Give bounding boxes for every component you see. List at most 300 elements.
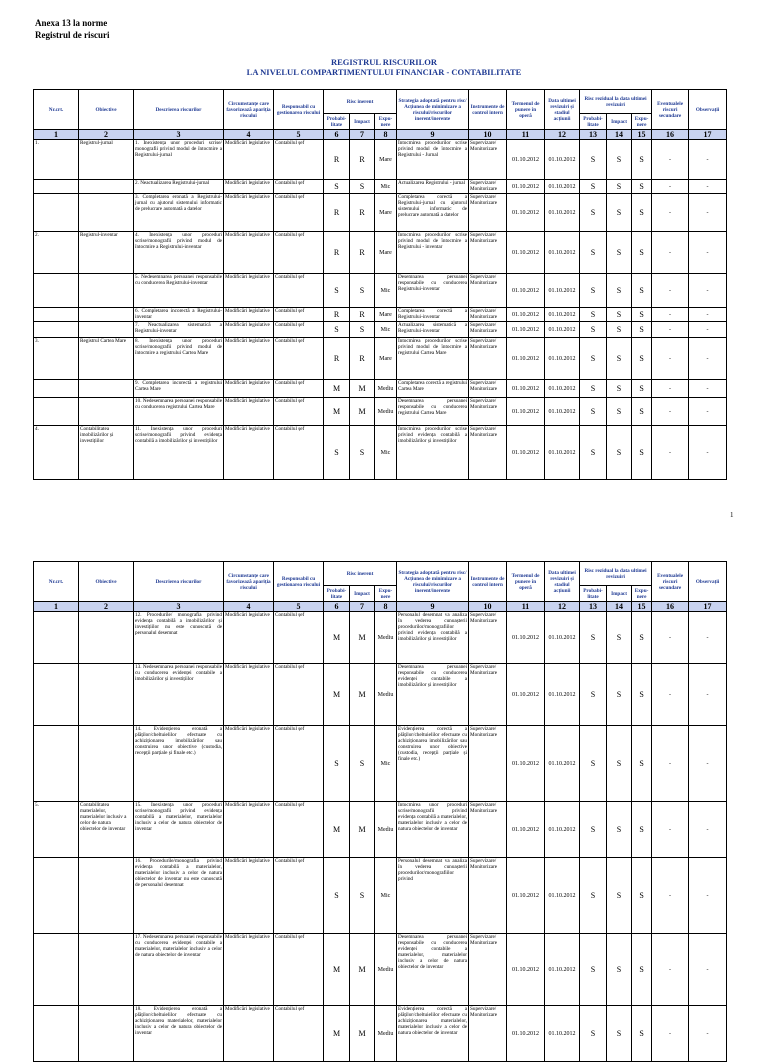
row-secondary-risk: - — [652, 426, 689, 480]
column-number: 14 — [607, 602, 632, 612]
row-secondary-risk: - — [652, 232, 689, 274]
row-exposure: Mare — [375, 338, 397, 380]
page-number: 1 — [730, 511, 734, 519]
row-observation: - — [689, 934, 727, 1006]
column-number: 12 — [545, 602, 580, 612]
row-probability: S — [324, 274, 350, 308]
row-number: 3. — [34, 338, 79, 380]
row-probability: S — [324, 322, 350, 338]
row-residual-exposure: S — [632, 322, 652, 338]
row-residual-impact: S — [607, 194, 632, 232]
row-description: 12. Procedurile/ monografia privind evidența contabilă a imobilizărilor și investițiilor nu este cunoscută de personalul desemnat — [134, 612, 224, 664]
row-deadline: 01.10.2012 — [507, 726, 545, 802]
row-responsible: Contabilul șef — [274, 726, 324, 802]
row-residual-exposure: S — [632, 308, 652, 322]
row-impact: R — [350, 140, 375, 180]
row-residual-exposure: S — [632, 398, 652, 426]
row-observation: - — [689, 140, 727, 180]
row-responsible: Contabilul șef — [274, 934, 324, 1006]
row-description: 11. Inexistența unor proceduri scrise/monografii privind evidența contabilă a imobilizărilor și investițiilor — [134, 426, 224, 480]
table-row — [34, 380, 727, 398]
row-observation: - — [689, 308, 727, 322]
row-residual-impact: S — [607, 664, 632, 726]
row-responsible: Contabilul șef — [274, 426, 324, 480]
row-objective — [79, 274, 134, 308]
row-strategy: Personalul desemnat va analiza în vederea cunoașterii procedurilor/monografiilor privind — [397, 858, 469, 934]
row-strategy: Evidențierea corectă a plăților/cheltuielilor efectuate cu achiziționarea materialelor, materialelor inclusiv a celor de natura obiectelor de inventar — [397, 1006, 469, 1062]
row-residual-impact: S — [607, 858, 632, 934]
row-instruments: Supervizare/ Monitorizare — [469, 274, 507, 308]
row-last-review: 01.10.2012 — [545, 180, 580, 194]
row-number — [34, 726, 79, 802]
row-circumstances: Modificări legislative — [224, 426, 274, 480]
row-residual-probability: S — [580, 180, 607, 194]
row-exposure: Mic — [375, 426, 397, 480]
column-number: 6 — [324, 602, 350, 612]
row-residual-probability: S — [580, 338, 607, 380]
row-circumstances: Modificări legislative — [224, 180, 274, 194]
row-description: 4. Inexistența unor proceduri scrise/monografii privind modul de întocmire a Registrului-inventar — [134, 232, 224, 274]
row-number: 4. — [34, 426, 79, 480]
table-row — [34, 1006, 727, 1062]
row-secondary-risk: - — [652, 322, 689, 338]
row-residual-exposure: S — [632, 1006, 652, 1062]
row-impact: M — [350, 934, 375, 1006]
row-responsible: Contabilul șef — [274, 398, 324, 426]
row-circumstances: Modificări legislative — [224, 274, 274, 308]
row-objective: Registrul-inventar — [79, 232, 134, 274]
col-deadline: Termenul de punere în operă — [507, 90, 545, 130]
table-row — [34, 398, 727, 426]
column-number: 4 — [224, 602, 274, 612]
row-residual-probability: S — [580, 398, 607, 426]
subcol-impact: Impact — [607, 114, 632, 130]
row-objective — [79, 726, 134, 802]
row-secondary-risk: - — [652, 194, 689, 232]
row-residual-impact: S — [607, 232, 632, 274]
row-impact: S — [350, 726, 375, 802]
row-instruments: Supervizare/ Monitorizare — [469, 426, 507, 480]
row-strategy: Întocmirea procedurilor scrise privind modul de întocmire a registrului Cartea Mare — [397, 338, 469, 380]
row-deadline: 01.10.2012 — [507, 426, 545, 480]
row-impact: M — [350, 612, 375, 664]
row-residual-probability: S — [580, 858, 607, 934]
row-deadline: 01.10.2012 — [507, 274, 545, 308]
row-objective — [79, 194, 134, 232]
column-number: 8 — [375, 602, 397, 612]
column-number: 10 — [469, 602, 507, 612]
row-deadline: 01.10.2012 — [507, 232, 545, 274]
column-number-row — [34, 130, 727, 140]
row-probability: M — [324, 612, 350, 664]
row-last-review: 01.10.2012 — [545, 194, 580, 232]
row-observation: - — [689, 274, 727, 308]
row-deadline: 01.10.2012 — [507, 398, 545, 426]
row-secondary-risk: - — [652, 934, 689, 1006]
col-nrcrt: Nr.crt. — [34, 90, 79, 130]
row-probability: M — [324, 398, 350, 426]
row-residual-exposure: S — [632, 180, 652, 194]
column-number: 3 — [134, 130, 224, 140]
row-secondary-risk: - — [652, 398, 689, 426]
row-circumstances: Modificări legislative — [224, 858, 274, 934]
column-number: 1 — [34, 130, 79, 140]
row-observation: - — [689, 380, 727, 398]
row-description: 8. Inexistența unor proceduri scrise/monografii privind modul de întocmire a registrului Cartea Mare — [134, 338, 224, 380]
column-number: 7 — [350, 602, 375, 612]
row-probability: S — [324, 180, 350, 194]
row-strategy: Întocmirea procedurilor scrise privind evidența contabilă a imobilizărilor și investițiilor — [397, 426, 469, 480]
row-observation: - — [689, 322, 727, 338]
row-circumstances: Modificări legislative — [224, 338, 274, 380]
row-observation: - — [689, 664, 727, 726]
row-instruments: Supervizare/ Monitorizare — [469, 612, 507, 664]
row-instruments: Supervizare/ Monitorizare — [469, 338, 507, 380]
row-last-review: 01.10.2012 — [545, 398, 580, 426]
row-residual-exposure: S — [632, 194, 652, 232]
row-description: 9. Completarea incorectă a registrului Cartea Mare — [134, 380, 224, 398]
row-observation: - — [689, 180, 727, 194]
col-last-review: Data ultimei revizuiri și stadiul acțiunii — [545, 562, 580, 602]
row-circumstances: Modificări legislative — [224, 308, 274, 322]
row-circumstances: Modificări legislative — [224, 612, 274, 664]
row-exposure: Mic — [375, 726, 397, 802]
row-impact: M — [350, 398, 375, 426]
row-residual-impact: S — [607, 338, 632, 380]
row-last-review: 01.10.2012 — [545, 726, 580, 802]
subcol-exposure: Expu-nere — [375, 586, 397, 602]
table-row — [34, 664, 727, 726]
row-last-review: 01.10.2012 — [545, 140, 580, 180]
table-row — [34, 194, 727, 232]
title-line-2: LA NIVELUL COMPARTIMENTULUI FINANCIAR - CONTABILITATE — [246, 67, 522, 77]
subcol-probability: Probabi-litate — [324, 114, 350, 130]
table-row — [34, 180, 727, 194]
row-number — [34, 1006, 79, 1062]
subcol-impact: Impact — [350, 586, 375, 602]
row-deadline: 01.10.2012 — [507, 380, 545, 398]
row-description: 10. Nedesemnarea persoanei responsabile cu conducerea registrului Cartea Mare — [134, 398, 224, 426]
col-objective: Obiective — [79, 562, 134, 602]
row-residual-probability: S — [580, 1006, 607, 1062]
table-row — [34, 802, 727, 858]
row-deadline: 01.10.2012 — [507, 338, 545, 380]
row-residual-impact: S — [607, 398, 632, 426]
row-last-review: 01.10.2012 — [545, 308, 580, 322]
row-number — [34, 274, 79, 308]
row-last-review: 01.10.2012 — [545, 274, 580, 308]
row-probability: M — [324, 934, 350, 1006]
col-deadline: Termenul de punere în operă — [507, 562, 545, 602]
row-residual-impact: S — [607, 1006, 632, 1062]
row-probability: S — [324, 726, 350, 802]
row-strategy: Completarea corectă a Registrului-inventar — [398, 308, 468, 320]
column-number: 13 — [580, 130, 607, 140]
row-objective — [79, 398, 134, 426]
row-last-review: 01.10.2012 — [545, 858, 580, 934]
col-responsible: Responsabil cu gestionarea riscului — [274, 562, 324, 602]
row-probability: M — [324, 664, 350, 726]
column-number: 16 — [652, 130, 689, 140]
row-secondary-risk: - — [652, 180, 689, 194]
row-deadline: 01.10.2012 — [507, 1006, 545, 1062]
row-strategy: Întocmirea procedurilor scrise privind modul de întocmire a Registrului - inventar — [397, 232, 469, 274]
row-impact: R — [350, 232, 375, 274]
row-deadline: 01.10.2012 — [507, 612, 545, 664]
col-description: Descrierea riscurilor — [134, 90, 224, 130]
subcol-impact: Impact — [350, 114, 375, 130]
row-residual-impact: S — [607, 140, 632, 180]
row-number — [34, 194, 79, 232]
col-secondary-risks: Eventualele riscuri secundare — [652, 562, 689, 602]
row-residual-exposure: S — [632, 274, 652, 308]
row-instruments: Supervizare/ Monitorizare — [469, 180, 507, 194]
row-number — [34, 308, 79, 322]
row-last-review: 01.10.2012 — [545, 380, 580, 398]
row-secondary-risk: - — [652, 308, 689, 322]
row-instruments: Supervizare/ Monitorizare — [469, 194, 507, 232]
column-number: 5 — [274, 602, 324, 612]
row-residual-probability: S — [580, 726, 607, 802]
row-last-review: 01.10.2012 — [545, 664, 580, 726]
column-number: 17 — [689, 130, 727, 140]
col-instruments: Instrumente de control intern — [469, 90, 507, 130]
row-residual-impact: S — [607, 726, 632, 802]
column-number: 2 — [79, 602, 134, 612]
risk-table-page-2 — [33, 561, 720, 1062]
row-exposure: Mic — [375, 858, 397, 934]
col-residual-risk: Risc rezidual la data ultimei revizuiri — [580, 562, 652, 586]
col-nrcrt: Nr.crt. — [34, 562, 79, 602]
row-last-review: 01.10.2012 — [545, 338, 580, 380]
row-probability: R — [324, 194, 350, 232]
document-title — [0, 57, 768, 77]
row-last-review: 01.10.2012 — [545, 426, 580, 480]
row-secondary-risk: - — [652, 612, 689, 664]
column-number: 16 — [652, 602, 689, 612]
table-row — [34, 338, 727, 380]
row-probability: S — [324, 426, 350, 480]
row-circumstances: Modificări legislative — [224, 140, 274, 180]
row-description: 14. Evidențierea eronată a plăților/cheltuielilor efectuate cu achiziționarea imobilizărilor sau construirea unor obiective (custodia, recepții parțiale și finale etc.) — [134, 726, 224, 802]
row-residual-probability: S — [580, 802, 607, 858]
row-impact: M — [350, 1006, 375, 1062]
row-residual-impact: S — [607, 380, 632, 398]
row-number — [34, 934, 79, 1006]
column-number: 3 — [134, 602, 224, 612]
row-responsible: Contabilul șef — [274, 338, 324, 380]
row-residual-impact: S — [607, 308, 632, 322]
row-secondary-risk: - — [652, 664, 689, 726]
row-description: 15. Inexistența unor proceduri scrise/monografii privind evidența contabilă a materialelor, materialelor inclusiv a celor de natura obiectelor de inventar — [134, 802, 224, 858]
row-objective — [79, 1006, 134, 1062]
column-number: 9 — [397, 602, 469, 612]
row-deadline: 01.10.2012 — [507, 322, 545, 338]
row-secondary-risk: - — [652, 338, 689, 380]
subcol-probability: Probabi-litate — [580, 586, 607, 602]
table-row — [34, 308, 727, 322]
row-residual-impact: S — [607, 322, 632, 338]
row-responsible: Contabilul șef — [274, 664, 324, 726]
row-responsible: Contabilul șef — [274, 802, 324, 858]
row-probability: M — [324, 1006, 350, 1062]
row-deadline: 01.10.2012 — [507, 802, 545, 858]
row-observation: - — [689, 232, 727, 274]
document-header — [35, 17, 110, 41]
subcol-probability: Probabi-litate — [580, 114, 607, 130]
row-observation: - — [689, 802, 727, 858]
row-instruments: Supervizare/ Monitorizare — [469, 664, 507, 726]
row-circumstances: Modificări legislative — [224, 934, 274, 1006]
row-circumstances: Modificări legislative — [224, 322, 274, 338]
row-exposure: Mediu — [375, 934, 397, 1006]
row-impact: S — [350, 322, 375, 338]
row-probability: M — [324, 380, 350, 398]
row-strategy: Completarea corectă a Registrului-jurnal cu ajutorul sistemului informatic de prelucrare automată a datelor — [397, 194, 469, 232]
row-description: 2. Neactualizarea Registrului-jurnal — [134, 180, 224, 194]
row-observation: - — [689, 398, 727, 426]
row-residual-impact: S — [607, 426, 632, 480]
column-number: 2 — [79, 130, 134, 140]
row-exposure: Mediu — [375, 398, 397, 426]
row-circumstances: Modificări legislative — [224, 194, 274, 232]
row-observation: - — [689, 426, 727, 480]
column-number: 15 — [632, 602, 652, 612]
row-probability: R — [324, 140, 350, 180]
row-objective: Contabilitatea imobilizărilor și investițiilor — [79, 426, 134, 480]
col-circumstances: Circumstanțe care favorizează apariția riscului — [224, 562, 274, 602]
column-number: 6 — [324, 130, 350, 140]
row-objective — [79, 664, 134, 726]
table-row — [34, 934, 727, 1006]
subcol-probability: Probabi-litate — [324, 586, 350, 602]
table-row — [34, 322, 727, 338]
row-strategy: Întocmirea procedurilor scrise privind modul de întocmire a Registrului - Jurnal — [397, 140, 469, 180]
row-residual-exposure: S — [632, 858, 652, 934]
row-last-review: 01.10.2012 — [545, 802, 580, 858]
row-exposure: Mare — [375, 140, 397, 180]
row-strategy: Completarea corectă a registrului Cartea Mare — [397, 380, 469, 398]
row-strategy: Actualizarea sistematică a Registrului-inventar — [397, 322, 469, 338]
column-number: 14 — [607, 130, 632, 140]
row-responsible: Contabilul șef — [274, 308, 324, 322]
row-secondary-risk: - — [652, 802, 689, 858]
row-deadline: 01.10.2012 — [507, 180, 545, 194]
row-description: 17. Nedesemnarea persoanei responsabile cu conducerea evidenței contabile a materialelor, materialelor inclusiv a celor de natura obiectelor de inventar — [134, 934, 224, 1006]
row-residual-impact: S — [607, 802, 632, 858]
row-observation: - — [689, 338, 727, 380]
row-residual-impact: S — [607, 274, 632, 308]
row-description: 6. Completarea incorectă a Registrului-inventar — [135, 308, 222, 320]
row-objective — [79, 934, 134, 1006]
row-instruments: Supervizare/ Monitorizare — [469, 322, 507, 338]
row-secondary-risk: - — [652, 726, 689, 802]
column-number: 15 — [632, 130, 652, 140]
row-objective — [79, 380, 134, 398]
row-probability: R — [324, 308, 350, 322]
row-observation: - — [689, 612, 727, 664]
row-strategy: Desemnarea persoanei responsabile cu conducerea evidenței contabile a materialelor, materialelor inclusiv a celor de natura obiectelor de inventar — [397, 934, 469, 1006]
subcol-exposure: Expu-nere — [375, 114, 397, 130]
row-instruments: Supervizare/ Monitorizare — [469, 308, 507, 322]
row-last-review: 01.10.2012 — [545, 934, 580, 1006]
table-row — [34, 274, 727, 308]
row-objective — [79, 308, 134, 322]
annex-label: Anexa 13 la norme — [35, 18, 108, 28]
row-responsible: Contabilul șef — [274, 232, 324, 274]
row-responsible: Contabilul șef — [274, 194, 324, 232]
row-strategy: Actualizarea Registrului - jurnal — [397, 180, 469, 194]
row-secondary-risk: - — [652, 1006, 689, 1062]
row-responsible: Contabilul șef — [274, 858, 324, 934]
row-residual-probability: S — [580, 664, 607, 726]
row-deadline: 01.10.2012 — [507, 934, 545, 1006]
row-impact: S — [350, 858, 375, 934]
table-row — [34, 232, 727, 274]
row-instruments: Supervizare/ Monitorizare — [469, 726, 507, 802]
row-circumstances: Modificări legislative — [224, 664, 274, 726]
row-responsible: Contabilul șef — [274, 612, 324, 664]
col-observations: Observații — [689, 562, 727, 602]
row-exposure: Mediu — [375, 1006, 397, 1062]
row-description: 7. Neactualizarea sistematică a Registrului-inventar — [134, 322, 224, 338]
row-impact: R — [350, 194, 375, 232]
table-row — [34, 140, 727, 180]
row-probability: M — [324, 802, 350, 858]
row-exposure: Mediu — [375, 380, 397, 398]
table-row — [34, 426, 727, 480]
row-impact: R — [350, 338, 375, 380]
row-responsible: Contabilul șef — [274, 274, 324, 308]
row-secondary-risk: - — [652, 858, 689, 934]
row-strategy: Evidențierea corectă a plăților/cheltuielilor efectuate cu achiziționarea imobilizărilor sau construirea unor obiective (custodia, recepții parțiale și finale etc.) — [397, 726, 469, 802]
row-number — [34, 180, 79, 194]
row-residual-probability: S — [580, 380, 607, 398]
column-number: 9 — [397, 130, 469, 140]
subcol-exposure: Expu-nere — [632, 114, 652, 130]
row-circumstances: Modificări legislative — [224, 726, 274, 802]
row-instruments: Supervizare/ Monitorizare — [469, 398, 507, 426]
register-label: Registrul de riscuri — [35, 30, 110, 40]
column-number: 11 — [507, 602, 545, 612]
row-deadline: 01.10.2012 — [507, 858, 545, 934]
row-observation: - — [689, 194, 727, 232]
row-number: 1. — [34, 140, 79, 180]
row-instruments: Supervizare/ Monitorizare — [469, 802, 507, 858]
subcol-exposure: Expu-nere — [632, 586, 652, 602]
row-residual-probability: S — [580, 274, 607, 308]
row-exposure: Mic — [375, 274, 397, 308]
row-responsible: Contabilul șef — [274, 322, 324, 338]
subcol-impact: Impact — [607, 586, 632, 602]
row-exposure: Mare — [375, 194, 397, 232]
column-number: 8 — [375, 130, 397, 140]
row-instruments: Supervizare/ Monitorizare — [469, 934, 507, 1006]
row-observation: - — [689, 1006, 727, 1062]
row-circumstances: Modificări legislative — [224, 802, 274, 858]
row-last-review: 01.10.2012 — [545, 322, 580, 338]
row-description: 13. Nedesemnarea persoanei responsabile cu conducerea evidenței contabile a imobilizărilor și investițiilor — [134, 664, 224, 726]
col-strategy: Strategia adoptată pentru risc/ Acțiunea de minimizare a riscului/riscurilor inerent/inerente — [397, 562, 469, 602]
row-residual-impact: S — [607, 612, 632, 664]
column-number: 11 — [507, 130, 545, 140]
row-exposure: Mare — [375, 232, 397, 274]
row-residual-probability: S — [580, 140, 607, 180]
row-objective — [79, 612, 134, 664]
row-strategy: Desemnarea persoanei responsabile cu conducerea Registrului-inventar — [397, 274, 469, 308]
row-description: 5. Nedesemnarea persoanei responsabile cu conducerea Registrului-inventar — [134, 274, 224, 308]
row-impact: R — [350, 308, 375, 322]
